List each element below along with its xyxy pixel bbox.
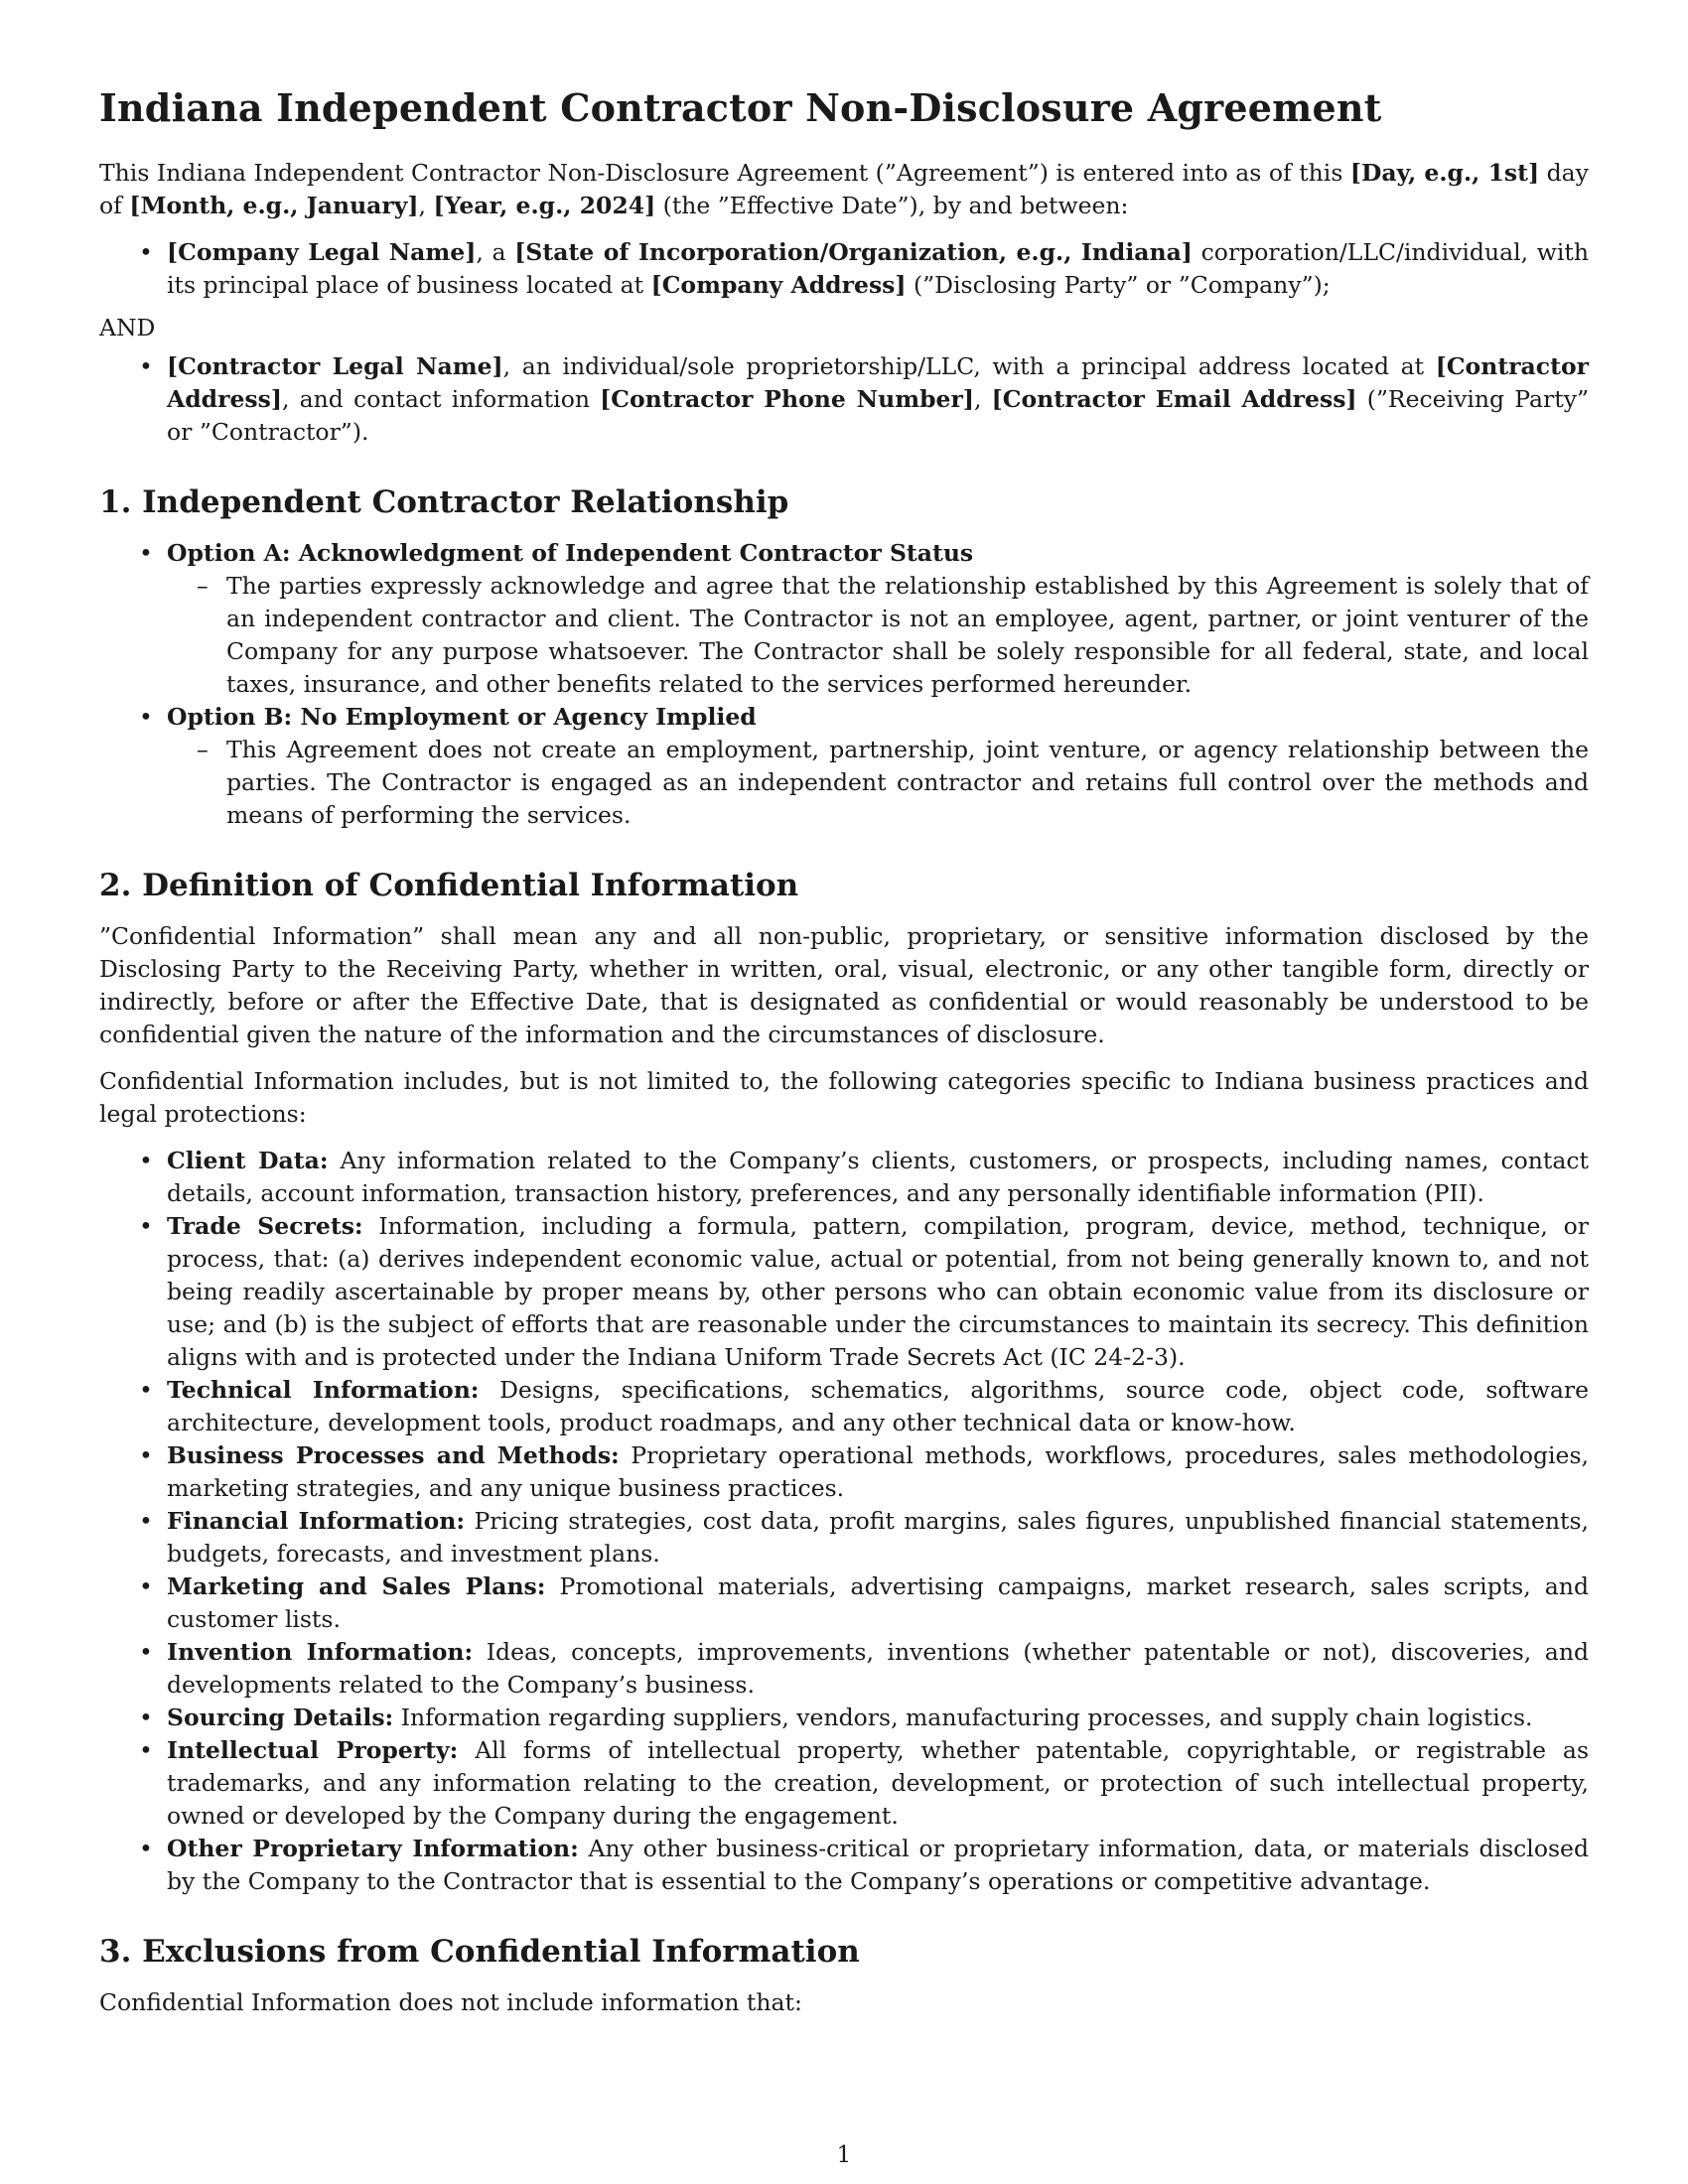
item-text: Any information related to the Company’s clients, customers, or prospects, including names, contact details, account information, transaction history, preferences, and any personally identifiable information (PII). — [167, 1146, 1589, 1207]
section-3-paragraph-1: Confidential Information does not include information that: — [99, 1988, 802, 2017]
item-label: Intellectual Property: — [167, 1735, 459, 1764]
month-placeholder: [Month, e.g., January] — [129, 191, 419, 219]
intro-text: , — [418, 191, 434, 219]
item-label: Other Proprietary Information: — [167, 1834, 579, 1862]
party-text: (”Disclosing Party” or ”Company”); — [906, 270, 1331, 299]
contractor-phone-placeholder: [Contractor Phone Number] — [600, 384, 974, 413]
party-text: , — [973, 384, 992, 413]
option-a — [167, 537, 1589, 701]
section-2-paragraph-1: ”Confidential Information” shall mean any and all non-public, proprietary, or sensitive information disclosed by the Disclosing Party to the Receiving Party, whether in written, oral, visual, electronic, or any other tangible form, directly or indirectly, before or after the Effective Date, that is designated as confidential or would reasonably be understood to be confidential given the nature of the information and the circumstances of disclosure. — [99, 921, 1589, 1048]
item-text: Information regarding suppliers, vendors, manufacturing processes, and supply chain logistics. — [393, 1703, 1533, 1731]
contractor-email-placeholder: [Contractor Email Address] — [991, 384, 1357, 413]
option-b-sublist — [167, 734, 1589, 832]
item-label: Invention Information: — [167, 1637, 474, 1666]
item-label: Business Processes and Methods: — [167, 1440, 620, 1469]
option-a-label: Option A: Acknowledgment of Independent Contractor Status — [167, 538, 974, 567]
section-2-paragraph-2: Confidential Information includes, but is not limited to, the following categories specific to Indiana business practices and legal protections: — [99, 1066, 1589, 1128]
company-name-placeholder: [Company Legal Name] — [167, 237, 477, 266]
list-item — [167, 1439, 1589, 1505]
page-number: 1 — [836, 2142, 852, 2168]
party-text: , and contact information — [282, 384, 601, 413]
state-placeholder: [State of Incorporation/Organization, e.g., Indiana] — [514, 237, 1193, 266]
list-item — [167, 1734, 1589, 1833]
item-text: Information, including a formula, pattern, compilation, program, device, method, technique, or process, that: (a) derives independent economic value, actual or potential, from not being generally known to, and not being readily ascertainable by proper means by, other persons who can obtain economic value from its disclosure or use; and (b) is the subject of efforts that are reasonable under the circumstances to maintain its secrecy. This definition aligns with and is protected under the Indiana Uniform Trade Secrets Act (IC 24-2-3). — [167, 1211, 1590, 1371]
intro-text: (the ”Effective Date”), by and between: — [655, 191, 1129, 219]
item-text: Pricing strategies, cost data, profit margins, sales figures, unpublished financial statements, budgets, forecasts, and investment plans. — [167, 1506, 1589, 1568]
party-text: corporation/LLC/individual, with its principal place of business located at — [167, 237, 1590, 299]
intro-text: day of — [99, 158, 1589, 219]
intro-text: This Indiana Independent Contractor Non-Disclosure Agreement (”Agreement”) is entered into as of this — [99, 158, 1350, 187]
item-label: Technical Information: — [167, 1375, 480, 1404]
item-label: Marketing and Sales Plans: — [167, 1571, 546, 1600]
document-page — [99, 85, 1589, 2033]
party-list-contractor — [99, 350, 1589, 449]
list-item — [167, 1570, 1589, 1636]
party-list-company — [99, 236, 1589, 302]
confidential-categories-list — [99, 1145, 1589, 1898]
option-a-text: – The parties expressly acknowledge and agree that the relationship established by this Agreement is solely that of an independent contractor and client. The Contractor is not an employee, agent, partner, or joint venturer of the Company for any purpose whatsoever. The Contractor shall be solely responsible for all federal, state, and local taxes, insurance, and other benefits related to the services performed hereunder. — [226, 570, 1589, 701]
contractor-address-placeholder: [Contractor Address] — [167, 351, 1589, 413]
item-label: Sourcing Details: — [167, 1703, 394, 1731]
party-text: , an individual/sole proprietorship/LLC, with a principal address located at — [502, 351, 1436, 380]
item-text: Ideas, concepts, improvements, inventions (whether patentable or not), discoveries, and developments related to the Company’s business. — [167, 1637, 1590, 1699]
list-item — [167, 1210, 1589, 1374]
intro-paragraph — [99, 157, 1589, 222]
party-text: , a — [476, 237, 515, 266]
list-item — [167, 1833, 1589, 1898]
item-text: Any other business-critical or proprietary information, data, or materials disclosed by the Company to the Contractor that is essential to the Company’s operations or competitive advantage. — [167, 1834, 1589, 1895]
list-item — [167, 1145, 1589, 1210]
item-label: Financial Information: — [167, 1506, 466, 1535]
party-company — [167, 236, 1589, 302]
section-1-options — [99, 537, 1589, 832]
item-text: Proprietary operational methods, workflows, procedures, sales methodologies, marketing strategies, and any unique business practices. — [167, 1440, 1589, 1502]
party-contractor — [167, 350, 1589, 449]
list-item — [167, 1505, 1589, 1570]
company-address-placeholder: [Company Address] — [650, 270, 907, 299]
option-a-sublist — [167, 570, 1589, 701]
day-placeholder: [Day, e.g., 1st] — [1349, 158, 1540, 187]
list-item — [167, 1374, 1589, 1439]
list-item — [167, 1636, 1589, 1702]
item-text: All forms of intellectual property, whether patentable, copyrightable, or registrable as trademarks, and any information relating to the creation, development, or protection of such intellectual property, owned or developed by the Company during the engagement. — [167, 1735, 1590, 1830]
item-text: Promotional materials, advertising campaigns, market research, sales scripts, and customer lists. — [167, 1571, 1589, 1633]
option-b-label: Option B: No Employment or Agency Implied — [167, 702, 757, 731]
party-text: (”Receiving Party” or ”Contractor”). — [167, 384, 1589, 446]
section-3-heading: 3. Exclusions from Confidential Information — [99, 1933, 860, 1970]
year-placeholder: [Year, e.g., 2024] — [433, 191, 656, 219]
contractor-name-placeholder: [Contractor Legal Name] — [167, 351, 503, 380]
item-text: Designs, specifications, schematics, algorithms, source code, object code, software architecture, development tools, product roadmaps, and any other technical data or know-how. — [167, 1375, 1589, 1436]
and-separator: AND — [99, 313, 156, 341]
section-1-heading: 1. Independent Contractor Relationship — [99, 483, 789, 520]
document-title: Indiana Independent Contractor Non-Disclosure Agreement — [99, 85, 1382, 130]
option-b-text: – This Agreement does not create an employment, partnership, joint venture, or agency relationship between the parties. The Contractor is engaged as an independent contractor and retains full control over the methods and means of performing the services. — [226, 734, 1589, 832]
item-label: Trade Secrets: — [167, 1211, 363, 1240]
option-b — [167, 701, 1589, 832]
section-2-heading: 2. Definition of Confidential Information — [99, 867, 799, 903]
list-item — [167, 1702, 1589, 1734]
item-label: Client Data: — [167, 1146, 329, 1174]
